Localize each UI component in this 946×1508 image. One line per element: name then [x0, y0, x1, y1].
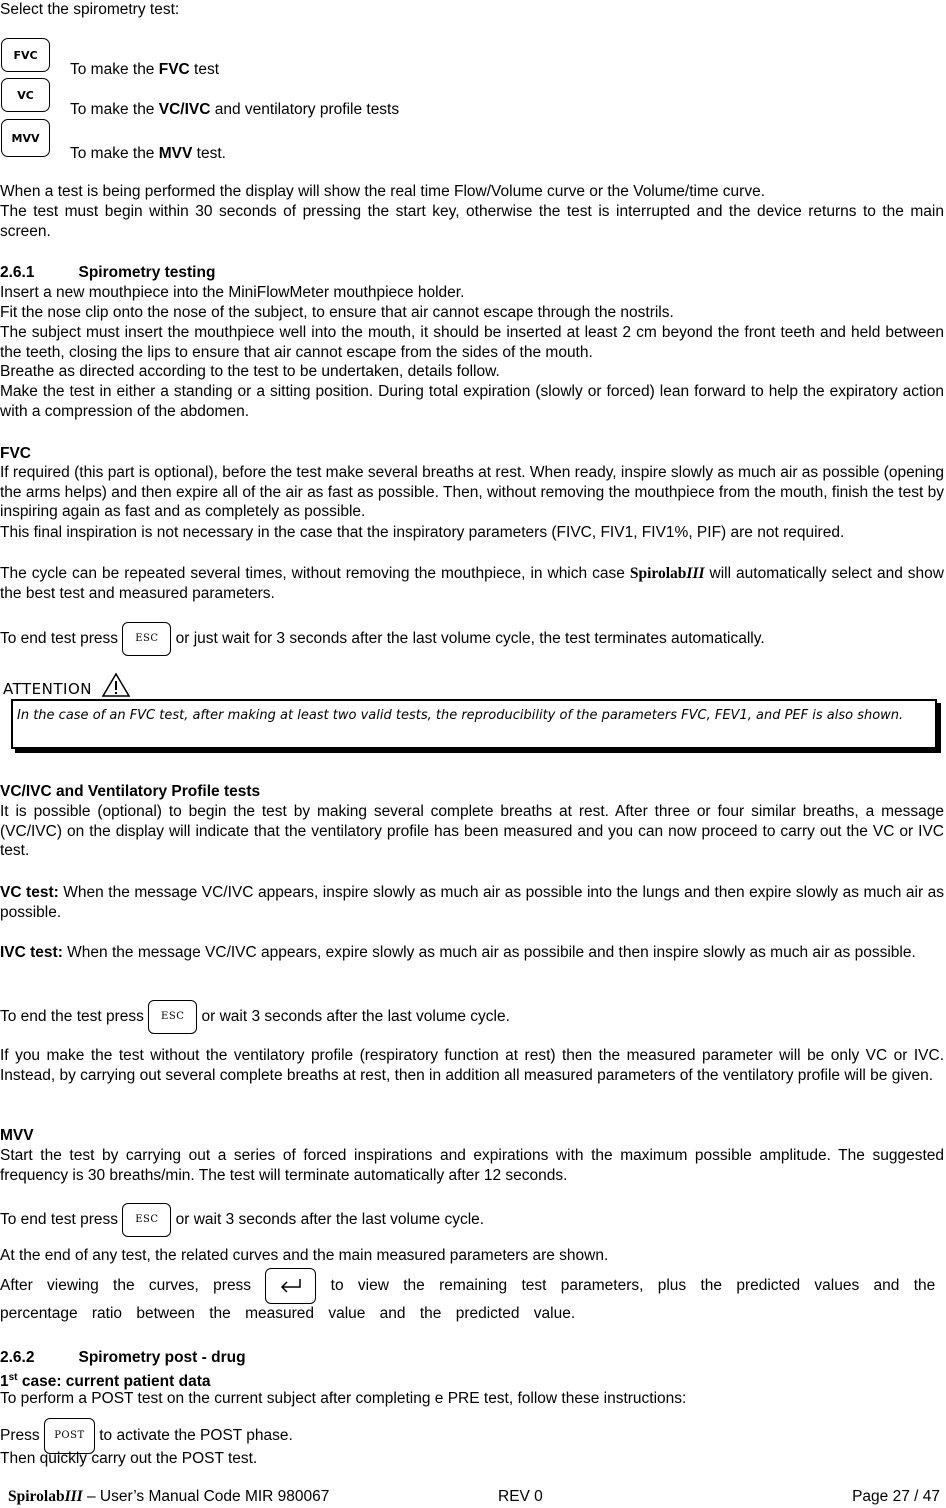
fvc-end-line: To end test press ESC or just wait for 3 seconds after the last volume cycle, the test terminates automatically. [0, 622, 944, 656]
post-last-line: Then quickly carry out the POST test. [0, 1450, 258, 1467]
vc-last-paragraph: If you make the test without the ventilatory profile (respiratory function at rest) then the measured parameter will be only VC or IVC. Instead, by carrying out several complete breaths at rest, then in addition all measured parameters of the ventilatory profile will be given. [0, 1047, 944, 1084]
post-paragraph: To perform a POST test on the current subject after completing e PRE test, follow these instructions: [0, 1390, 687, 1407]
sec261-line: Breathe as directed according to the test to be undertaken, details follow. [0, 363, 500, 380]
esc-key[interactable]: ESC [148, 1000, 197, 1034]
mvv-test-line: To make the MVV test. [70, 145, 226, 162]
fvc-key[interactable]: FVC [1, 38, 50, 72]
case-heading: 1st case: current patient data [0, 1372, 211, 1391]
sec261-line: The subject must insert the mouthpiece well into the mouth, it should be inserted at least 2 cm beyond the front teeth and held between the teeth, closing the lips to ensure that air cannot escape from the sides of the mouth. [0, 324, 944, 361]
footer-page: Page 27 / 47 [852, 1488, 940, 1505]
sec261-line: Fit the nose clip onto the nose of the subject, to ensure that air cannot escape through the nostrils. [0, 304, 674, 321]
mvv-paragraph-1: Start the test by carrying out a series of forced inspirations and expirations with the maximum possible amplitude. The suggested frequency is 30 breaths/min. The test will terminate automatically after 12 seconds. [0, 1147, 944, 1184]
fvc-heading: FVC [0, 445, 31, 462]
timeout-paragraph: The test must begin within 30 seconds of pressing the start key, otherwise the test is interrupted and the device returns to the main screen. [0, 203, 944, 240]
sec261-line: Insert a new mouthpiece into the MiniFlowMeter mouthpiece holder. [0, 284, 465, 301]
ivc-test-paragraph: IVC test: When the message VC/IVC appears, expire slowly as much air as possibile and then inspire slowly as much air as possible. [0, 944, 916, 961]
mvv-heading: MVV [0, 1127, 34, 1144]
warning-icon [101, 672, 131, 698]
esc-key[interactable]: ESC [122, 1203, 171, 1237]
vc-paragraph-1: It is possible (optional) to begin the test by making several complete breaths at rest. After three or four similar breaths, a message (VC/IVC) on the display will indicate that the ventilatory profile has been measured and you can now proceed to carry out the VC or IVC test. [0, 803, 944, 860]
attention-box: In the case of an FVC test, after making at least two valid tests, the reproducibility of the parameters FVC, FEV1, and PEF is also shown. [11, 699, 937, 749]
intro-text: Select the spirometry test: [0, 1, 180, 18]
footer-rev: REV 0 [498, 1488, 543, 1505]
attention-label: ATTENTION [3, 672, 131, 698]
enter-icon [276, 1277, 306, 1295]
section-2-6-2-heading: 2.6.2 Spirometry post - drug [0, 1349, 246, 1366]
vc-end-line: To end the test press ESC or wait 3 seconds after the last volume cycle. [0, 1000, 944, 1034]
fvc-test-line: To make the FVC test [70, 61, 220, 78]
fvc-paragraph-3: The cycle can be repeated several times, without removing the mouthpiece, in which case SpirolabIII will automatically select and show the best test and measured parameters. [0, 565, 944, 602]
vc-test-line: To make the VC/IVC and ventilatory profile tests [70, 101, 400, 118]
post-press-line: Press POST to activate the POST phase. [0, 1418, 944, 1454]
vc-heading: VC/IVC and Ventilatory Profile tests [0, 783, 261, 800]
vc-key[interactable]: VC [1, 78, 50, 112]
mvv-end-line: To end test press ESC or wait 3 seconds after the last volume cycle. [0, 1203, 944, 1237]
vc-test-paragraph: VC test: When the message VC/IVC appears, inspire slowly as much air as possible into the lungs and then expire slowly as much air as possible. [0, 884, 944, 921]
footer-manual: SpirolabIII – User’s Manual Code MIR 980067 [8, 1488, 330, 1505]
sec261-line: Make the test in either a standing or a sitting position. During total expiration (slowly or forced) lean forward to help the expiratory action with a compression of the abdomen. [0, 383, 944, 420]
fvc-paragraph-2: This final inspiration is not necessary in the case that the inspiratory parameters (FIVC, FIV1, FIV1%, PIF) are not required. [0, 524, 845, 541]
display-paragraph: When a test is being performed the display will show the real time Flow/Volume curve or the Volume/time curve. [0, 183, 766, 200]
esc-key[interactable]: ESC [122, 622, 171, 656]
post-key[interactable]: POST [44, 1418, 95, 1454]
curves-paragraph: At the end of any test, the related curves and the main measured parameters are shown. [0, 1247, 609, 1264]
enter-line: After viewing the curves, press to view the remaining test parameters, plus the predicted values and the percentage ratio between the measured value and the predicted value. [0, 1268, 944, 1324]
mvv-key[interactable]: MVV [1, 119, 50, 157]
enter-key[interactable] [265, 1268, 316, 1304]
section-2-6-1-heading: 2.6.1 Spirometry testing [0, 264, 216, 281]
fvc-paragraph-1: If required (this part is optional), before the test make several breaths at rest. When ready, inspire slowly as much air as possible (opening the arms helps) and then expire all of the air as fast as possible. Then, without removing the mouthpiece from the mouth, finish the test by inspiring again as fast and as completely as possible. [0, 464, 944, 521]
